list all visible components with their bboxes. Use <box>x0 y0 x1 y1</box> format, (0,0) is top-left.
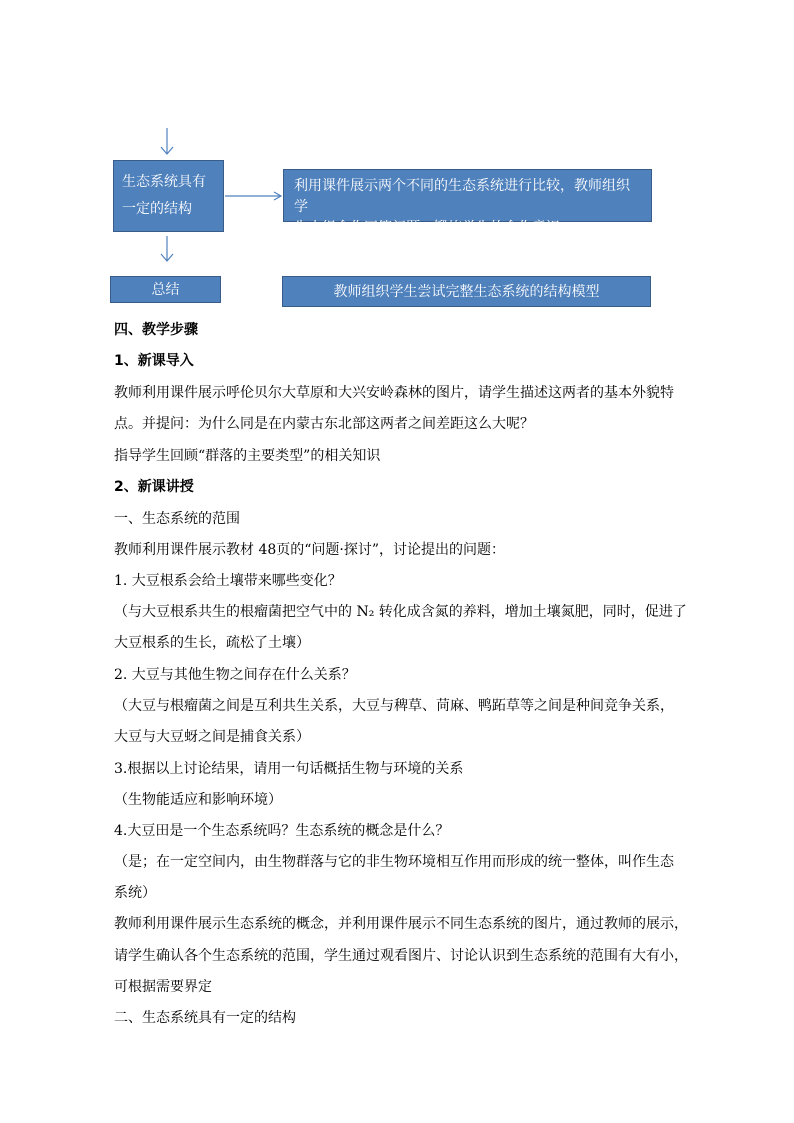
question-1: 1. 大豆根系会给土壤带来哪些变化？ <box>114 573 342 589</box>
answer-1-line2: 大豆根系的生长，疏松了土壤） <box>114 635 310 651</box>
paragraph-discussion: 教师利用课件展示教材 48页的“问题·探讨”，讨论提出的问题： <box>114 542 506 558</box>
heading-new-lesson-intro: 1、新课导入 <box>114 353 194 369</box>
answer-2-line2: 大豆与大豆蚜之间是捕食关系） <box>114 729 310 745</box>
paragraph-review: 指导学生回顾“群落的主要类型”的相关知识 <box>114 448 381 464</box>
flow-box-description-model: 教师组织学生尝试完整生态系统的结构模型 <box>282 276 651 307</box>
answer-4-line2: 系统） <box>114 885 156 901</box>
section-title-scope: 一、生态系统的范围 <box>114 511 240 527</box>
section-title-structure: 二、生态系统具有一定的结构 <box>114 1010 296 1026</box>
heading-new-lesson-teaching: 2、新课讲授 <box>114 479 194 495</box>
paragraph-intro-line2: 点。并提问：为什么同是在内蒙古东北部这两者之间差距这么大呢？ <box>114 416 534 432</box>
question-4: 4.大豆田是一个生态系统吗？生态系统的概念是什么？ <box>114 823 450 839</box>
question-2: 2. 大豆与其他生物之间存在什么关系？ <box>114 667 356 683</box>
paragraph-concept-line1: 教师利用课件展示生态系统的概念，并利用课件展示不同生态系统的图片，通过教师的展示， <box>114 916 688 932</box>
paragraph-concept-line2: 请学生确认各个生态系统的范围，学生通过观看图片、讨论认识到生态系统的范围有大有小， <box>114 948 688 964</box>
flow-box-description-compare <box>283 169 652 236</box>
answer-4-line1: （是；在一定空间内，由生物群落与它的非生物环境相互作用而形成的统一整体，叫作生态 <box>114 854 674 870</box>
answer-2-line1: （大豆与根瘤菌之间是互利共生关系，大豆与稗草、苘麻、鸭跖草等之间是种间竞争关系， <box>114 698 674 714</box>
paragraph-intro-line1: 教师利用课件展示呼伦贝尔大草原和大兴安岭森林的图片，请学生描述这两者的基本外貌特 <box>114 385 674 401</box>
flow-box-description-line1: 利用课件展示两个不同的生态系统进行比较，教师组织学 <box>294 178 630 215</box>
flow-box-structure-line1: 生态系统具有 <box>122 174 206 190</box>
flow-box-structure-line2: 一定的结构 <box>122 201 192 217</box>
flow-box-summary: 总结 <box>110 276 221 303</box>
answer-1-line1: （与大豆根系共生的根瘤菌把空气中的 N₂ 转化成含氮的养料，增加土壤氮肥，同时，促进了 <box>114 604 687 620</box>
flow-box-structure <box>113 160 224 232</box>
question-3: 3.根据以上讨论结果，请用一句话概括生物与环境的关系 <box>114 761 464 777</box>
paragraph-concept-line3: 可根据需要界定 <box>114 979 212 995</box>
heading-teaching-steps: 四、教学步骤 <box>114 322 198 338</box>
answer-3: （生物能适应和影响环境） <box>114 792 282 808</box>
flow-box-description-line2: 生小组合作回答问题，锻炼学生的合作意识 <box>294 220 560 236</box>
